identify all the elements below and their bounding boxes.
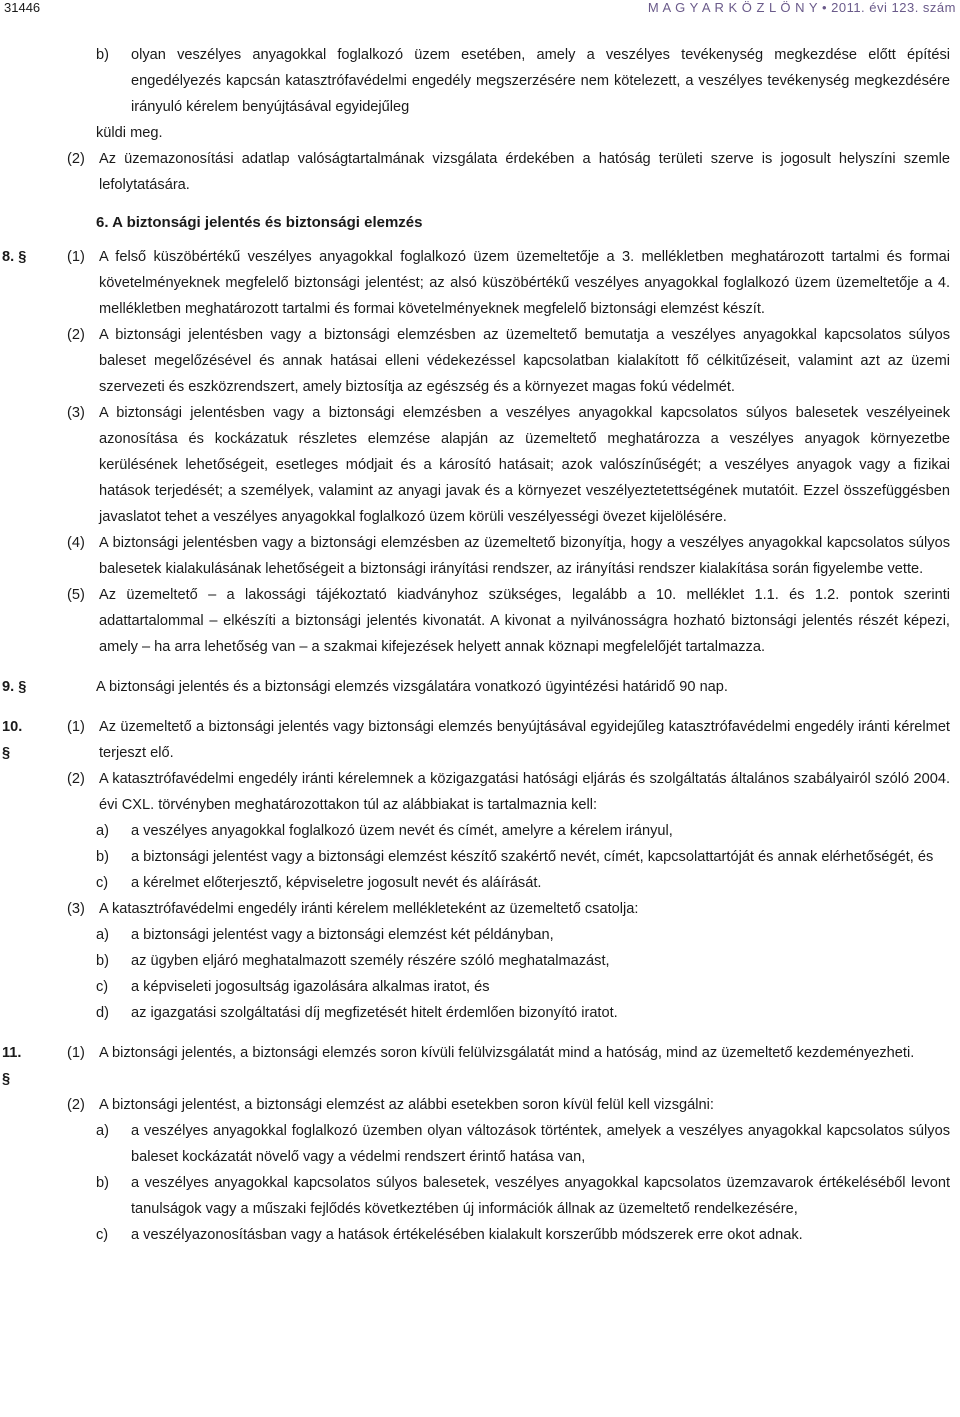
item-label: b): [96, 47, 109, 63]
list-item: [0, 948, 960, 974]
list-item: [0, 1222, 960, 1248]
item-label: a): [96, 823, 109, 839]
paragraph-text: A biztonsági jelentést, a biztonsági elemzést az alábbi esetekben soron kívül felül kell vizsgálni:: [99, 1097, 714, 1113]
paragraph-text: A biztonsági jelentés, a biztonsági elemzés soron kívüli felülvizsgálatát mind a hatóság, mind az üzemeltető kezdeményezheti.: [99, 1045, 915, 1061]
paragraph-text: A katasztrófavédelmi engedély iránti kérelem mellékleteként az üzemeltető csatolja:: [99, 901, 639, 917]
list-item: [0, 1118, 960, 1170]
item-text: a képviseleti jogosultság igazolására alkalmas iratot, és: [131, 979, 490, 995]
item-text: a veszélyes anyagokkal foglalkozó üzemben olyan változások történtek, amelyek a veszélyes anyagokkal kapcsolatos súlyos baleset kockázatát növelő vagy a védelmi rendszert érintő hatása van,: [131, 1123, 950, 1165]
list-item: [0, 974, 960, 1000]
paragraph: [0, 322, 960, 400]
item-label: c): [96, 875, 109, 891]
item-text: a biztonsági jelentést vagy a biztonsági elemzést két példányban,: [131, 927, 554, 943]
paragraph-number: (1): [67, 249, 85, 265]
item-label: d): [96, 1005, 109, 1021]
top-item-b: [0, 42, 960, 120]
paragraph-number: (2): [67, 771, 85, 787]
section-label: 11. §: [2, 1045, 22, 1087]
paragraph-text: A felső küszöbértékű veszélyes anyagokkal foglalkozó üzem üzemeltetője a 3. mellékletben meghatározott tartalmi és formai követelményeknek megfelelő biztonsági jelentést; az alsó küszöbértékű veszélyes anyagokkal foglalkozó üzem üzemeltetője a 4. mellékletben meghatározott tartalmi és formai követelményeknek megfelelő biztonsági elemzést készít.: [99, 249, 950, 317]
paragraph-text: Az üzemeltető – a lakossági tájékoztató kiadványhoz szükséges, legalább a 10. melléklet 1.1. és 1.2. pontok szerinti adattartalommal – elkészíti a biztonsági jelentés kivonatát. A kivonat a nyilvánosságra hozható biztonsági jelentés részét képezi, amely – ha arra lehetőség van – a szakmai kifejezések helyett annak köznapi megfelelőjét tartalmazza.: [99, 587, 950, 655]
paragraph: [0, 530, 960, 582]
paragraph-text: A katasztrófavédelmi engedély iránti kérelemnek a közigazgatási hatósági eljárás és szolgáltatás általános szabályairól szóló 2004. évi CXL. törvényben meghatározottakon túl az alábbiakat is tartalmaznia kell:: [99, 771, 950, 813]
paragraph-text: Az üzemeltető a biztonsági jelentés vagy biztonsági elemzés benyújtásával egyidejűleg katasztrófavédelmi engedély iránti kérelmet terjeszt elő.: [99, 719, 950, 761]
list-item: [0, 922, 960, 948]
item-text: olyan veszélyes anyagokkal foglalkozó üzem esetében, amely a veszélyes tevékenység megkezdése előtt építési engedélyezés kapcsán katasztrófavédelmi engedély megszerzésére nem kötelezett, a veszélyes tevékenység megkezdésére irányuló kérelem benyújtásával egyidejűleg: [131, 47, 950, 115]
paragraph-text: Az üzemazonosítási adatlap valóságtartalmának vizsgálata érdekében a hatóság területi szerve is jogosult helyszíni szemle lefolytatására.: [99, 151, 950, 193]
paragraph: [0, 244, 960, 322]
list-item: [0, 1170, 960, 1222]
paragraph-number: (1): [67, 719, 85, 735]
item-text: a biztonsági jelentést vagy a biztonsági elemzést készítő szakértő nevét, címét, kapcsolattartóját és annak elérhetőségét, és: [131, 849, 934, 865]
paragraph-number: (2): [67, 327, 85, 343]
paragraph-text: A biztonsági jelentésben vagy a biztonsági elemzésben a veszélyes anyagokkal kapcsolatos súlyos balesetek veszélyeinek azonosítása és kockázatuk részletes elemzése alapján az üzemeltető meghatározza a veszélyes anyagok környezetbe kerülésének lehetőségeit, esetleges módjait és a károsító hatásait; azok valószínűségét; a veszélyes anyagok vagy a fizikai hatások terjedését; a személyek, valamint az anyagi javak és a környezet veszélyeztetettségének mutatóit. Ezzel összefüggésben javaslatot tehet a veszélyes anyagokkal foglalkozó üzem körüli veszélyességi övezet kijelölésére.: [99, 405, 950, 525]
continuation-text: küldi meg.: [96, 125, 163, 141]
paragraph-number: (1): [67, 1045, 85, 1061]
paragraph-text: A biztonsági jelentésben vagy a biztonsági elemzésben az üzemeltető bemutatja a veszélyes anyagokkal kapcsolatos súlyos baleset megelőzésével és annak hatásai elleni védekezéssel kapcsolatban kialakított fő célkitűzéseit, valamint azt az üzemi szervezeti és eszközrendszert, amely biztosítja az egészség és a környezet magas fokú védelmét.: [99, 327, 950, 395]
section-label: 9. §: [2, 679, 27, 695]
item-label: b): [96, 849, 109, 865]
item-label: a): [96, 927, 109, 943]
paragraph-number: (2): [67, 151, 85, 167]
item-label: c): [96, 979, 109, 995]
item-label: a): [96, 1123, 109, 1139]
paragraph: [0, 896, 960, 922]
section-label: 8. §: [2, 249, 27, 265]
section-heading: 6. A biztonsági jelentés és biztonsági elemzés: [96, 214, 423, 231]
item-text: a kérelmet előterjesztő, képviseletre jogosult nevét és aláírását.: [131, 875, 542, 891]
list-item: [0, 818, 960, 844]
item-text: az ügyben eljáró meghatalmazott személy részére szóló meghatalmazást,: [131, 953, 610, 969]
list-item: [0, 844, 960, 870]
paragraph: [0, 146, 960, 198]
item-label: c): [96, 1227, 109, 1243]
document-body: [0, 42, 960, 1248]
paragraph: [0, 674, 960, 700]
paragraph-number: (3): [67, 901, 85, 917]
paragraph-number: (2): [67, 1097, 85, 1113]
item-text: a veszélyes anyagokkal foglalkozó üzem nevét és címét, amelyre a kérelem irányul,: [131, 823, 673, 839]
page-header: [0, 0, 960, 18]
paragraph-number: (3): [67, 405, 85, 421]
item-label: b): [96, 953, 109, 969]
paragraph: [0, 1040, 960, 1092]
paragraph-number: (5): [67, 587, 85, 603]
paragraph: [0, 714, 960, 766]
paragraph: [0, 582, 960, 660]
section-label: 10. §: [2, 719, 23, 761]
item-text: a veszélyes anyagokkal kapcsolatos súlyos balesetek, veszélyes anyagokkal kapcsolatos üzemzavarok értékeléséből levont tanulságok vagy a műszaki fejlődés következtében új információk állnak az üzemeltető rendelkezésére,: [131, 1175, 950, 1217]
list-item: [0, 1000, 960, 1026]
item-text: a veszélyazonosításban vagy a hatások értékelésében kialakult korszerűbb módszerek erre okot adnak.: [131, 1227, 803, 1243]
paragraph-text: A biztonsági jelentésben vagy a biztonsági elemzésben az üzemeltető bizonyítja, hogy a veszélyes anyagokkal kapcsolatos súlyos balesetek kialakulásának lehetőségeit a biztonsági irányítási rendszer, az irányítási rendszer kialakítása során figyelembe vette.: [99, 535, 950, 577]
paragraph: [0, 400, 960, 530]
item-label: b): [96, 1175, 109, 1191]
journal-title: M A G Y A R K Ö Z L Ö N Y • 2011. évi 123. szám: [647, 0, 956, 15]
item-text: az igazgatási szolgáltatási díj megfizetését hitelt érdemlően bizonyító iratot.: [131, 1005, 618, 1021]
paragraph: [0, 766, 960, 818]
page-number: 31446: [4, 0, 41, 15]
paragraph: [0, 1092, 960, 1118]
paragraph-text: A biztonsági jelentés és a biztonsági elemzés vizsgálatára vonatkozó ügyintézési határidő 90 nap.: [96, 679, 728, 695]
list-item: [0, 870, 960, 896]
paragraph-number: (4): [67, 535, 85, 551]
